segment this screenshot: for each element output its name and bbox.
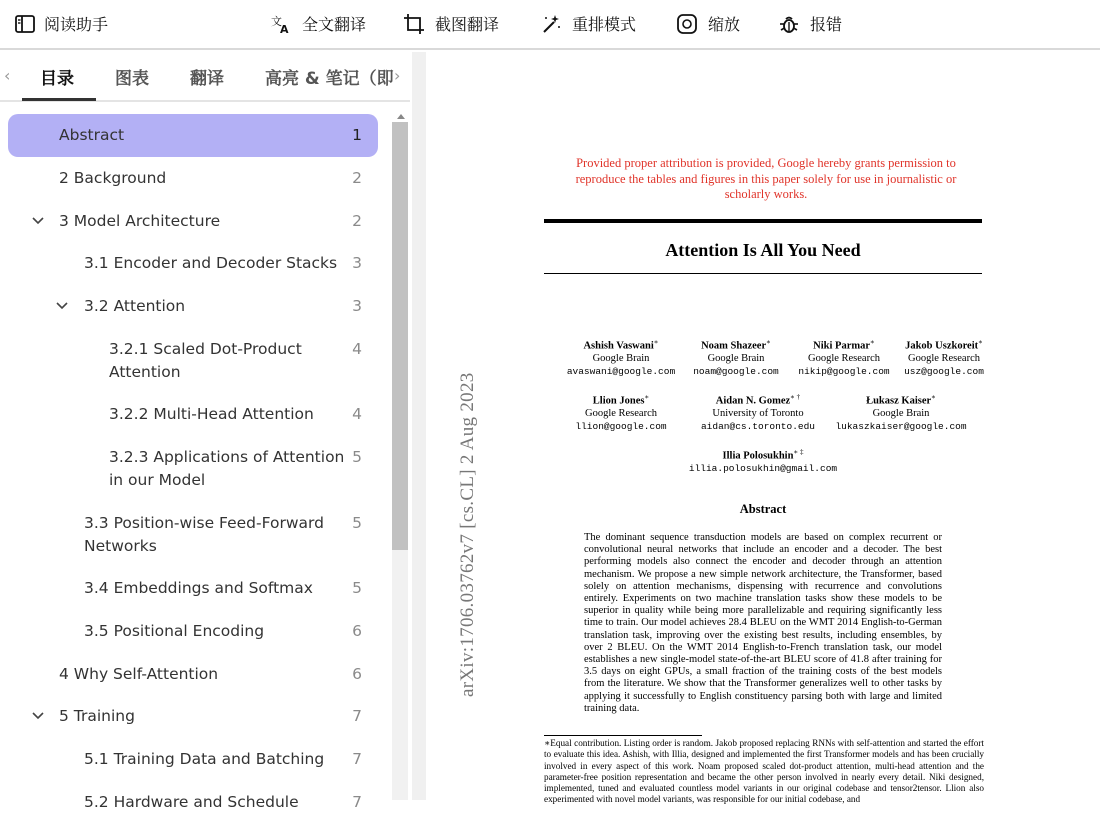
toc-scrollbar[interactable] [392, 122, 408, 800]
abstract-heading: Abstract [739, 502, 787, 516]
svg-text:A: A [280, 22, 289, 36]
author-block: Niki Parmar∗ Google Research nikip@google.com [798, 338, 890, 377]
sidebar [0, 52, 410, 811]
toc-item[interactable]: 3.4 Embeddings and Softmax 5 [84, 579, 362, 597]
toc-list [0, 112, 390, 811]
svg-text:文: 文 [271, 14, 282, 28]
author-block: Aidan N. Gomez∗ † University of Toronto aidan@cs.toronto.edu [700, 393, 816, 432]
chevron-left-icon[interactable]: ‹ [4, 66, 11, 85]
toc-item[interactable]: 5 Training 7 [0, 704, 390, 730]
chevron-right-icon[interactable]: › [394, 66, 401, 85]
toc-item[interactable]: 3.2.3 Applications of Attention in our Model 5 [109, 448, 362, 489]
arxiv-stamp: arXiv:1706.03762v7 [cs.CL] 2 Aug 2023 [457, 372, 478, 697]
magic-wand-icon [540, 13, 562, 35]
author-block: Noam Shazeer∗ Google Brain noam@google.com [693, 338, 779, 377]
sidebar-panel-icon [14, 13, 36, 35]
toc-item[interactable]: 3.1 Encoder and Decoder Stacks 3 [84, 254, 362, 272]
full-translate-button[interactable] [270, 12, 366, 35]
zoom-label: 缩放 [708, 15, 741, 34]
toc-item[interactable]: 3.5 Positional Encoding 6 [84, 622, 362, 640]
reflow-mode-button[interactable] [540, 12, 636, 35]
chevron-down-icon[interactable] [55, 299, 69, 313]
active-tab-indicator [22, 98, 96, 101]
toc-item[interactable]: 3.2.1 Scaled Dot-Product Attention 4 [109, 340, 362, 381]
bug-icon [778, 13, 800, 35]
zoom-button[interactable] [676, 12, 740, 35]
reading-assistant-button[interactable] [14, 12, 108, 35]
title-rule-bottom [544, 273, 982, 274]
toc-item[interactable]: 3 Model Architecture 2 [0, 209, 390, 235]
paper-title: Attention Is All You Need [665, 240, 861, 260]
tab-highlights-notes[interactable]: 高亮 & 笔记（即 [265, 69, 394, 89]
toc-item[interactable]: 5.1 Training Data and Batching 7 [84, 750, 362, 768]
pdf-page [426, 52, 1100, 805]
attribution-notice: Provided proper attribution is provided, Google hereby grants permission to reproduce the tables and figures in this paper solely for use in journalistic or scholarly works. [575, 156, 957, 201]
reading-assistant-label: 阅读助手 [44, 15, 109, 34]
tab-translate[interactable]: 翻译 [190, 69, 224, 89]
toc-item[interactable]: 3.2.2 Multi-Head Attention 4 [109, 405, 362, 423]
author-block: Ashish Vaswani∗ Google Brain avaswani@google.com [566, 338, 676, 377]
crop-icon [403, 13, 425, 35]
tab-charts[interactable]: 图表 [115, 69, 149, 89]
tab-toc[interactable]: 目录 [40, 69, 74, 89]
toc-item[interactable]: 3.2 Attention 3 [0, 294, 390, 320]
screenshot-translate-label: 截图翻译 [435, 15, 500, 34]
author-block: Illia Polosukhin∗ ‡ illia.polosukhin@gmail.com [688, 448, 838, 474]
zoom-icon [676, 13, 698, 35]
screenshot-translate-button[interactable] [403, 12, 499, 35]
author-block: Jakob Uszkoreit∗ Google Research usz@google.com [904, 338, 984, 377]
author-block: Llion Jones∗ Google Research llion@google.com [575, 393, 667, 432]
reflow-mode-label: 重排模式 [572, 15, 637, 34]
toc-item[interactable]: 2 Background 2 [59, 169, 362, 187]
report-error-label: 报错 [810, 15, 843, 34]
chevron-down-icon[interactable] [31, 214, 45, 228]
toc-item[interactable]: Abstract 1 [8, 114, 378, 157]
document-viewer[interactable] [412, 52, 1100, 805]
abstract-text: The dominant sequence transduction models are based on complex recurrent or convolutional neural networks that include an encoder and a decoder. The best performing models also connect the encoder and decoder through an attention mechanism. We propose a new simple network architecture, the Transformer, based solely on attention mechanisms, dispensing with recurrence and convolutions entirely. Experiments on two machine translation tasks show these models to be superior in quality while being more parallelizable and requiring significantly less time to train. Our model achieves 28.4 BLEU on the WMT 2014 English-to-German translation task, improving over the existing best results, including ensembles, by over 2 BLEU. On the WMT 2014 English-to-French translation task, our model establishes a new single-model state-of-the-art BLEU score of 41.8 after training for 3.5 days on eight GPUs, a small fraction of the training costs of the best models from the literature. We show that the Transformer generalizes well to other tasks by applying it successfully to English constituency parsing both with large and limited training data. [584, 532, 942, 714]
scroll-up-arrow[interactable] [397, 114, 405, 119]
chevron-down-icon[interactable] [31, 709, 45, 723]
footnote-rule [544, 735, 702, 736]
toc-item[interactable]: 5.2 Hardware and Schedule 7 [84, 793, 362, 811]
toolbar [0, 0, 1100, 50]
toc-item[interactable]: 4 Why Self-Attention 6 [59, 665, 362, 683]
report-error-button[interactable] [778, 12, 842, 35]
translate-icon [270, 13, 292, 35]
toc-scroll-thumb[interactable] [392, 122, 408, 550]
footnote-text: ∗Equal contribution. Listing order is random. Jakob proposed replacing RNNs with self-attention and started the effort to evaluate this idea. Ashish, with Illia, designed and implemented the first Transformer models and has been crucially involved in every aspect of this work. Noam proposed scaled dot-product attention, multi-head attention and the parameter-free position representation and became the other person involved in nearly every detail. Niki designed, implemented, tuned and evaluated countless model variants in our original codebase and tensor2tensor. Llion also experimented with novel model variants, was responsible for our initial codebase, and [544, 738, 984, 805]
author-block: Łukasz Kaiser∗ Google Brain lukaszkaiser@google.com [835, 393, 967, 432]
title-rule-top [544, 219, 982, 223]
sidebar-tabs [0, 52, 410, 102]
full-translate-label: 全文翻译 [302, 15, 367, 34]
toc-item[interactable]: 3.3 Position-wise Feed-Forward Networks 5 [84, 514, 362, 555]
